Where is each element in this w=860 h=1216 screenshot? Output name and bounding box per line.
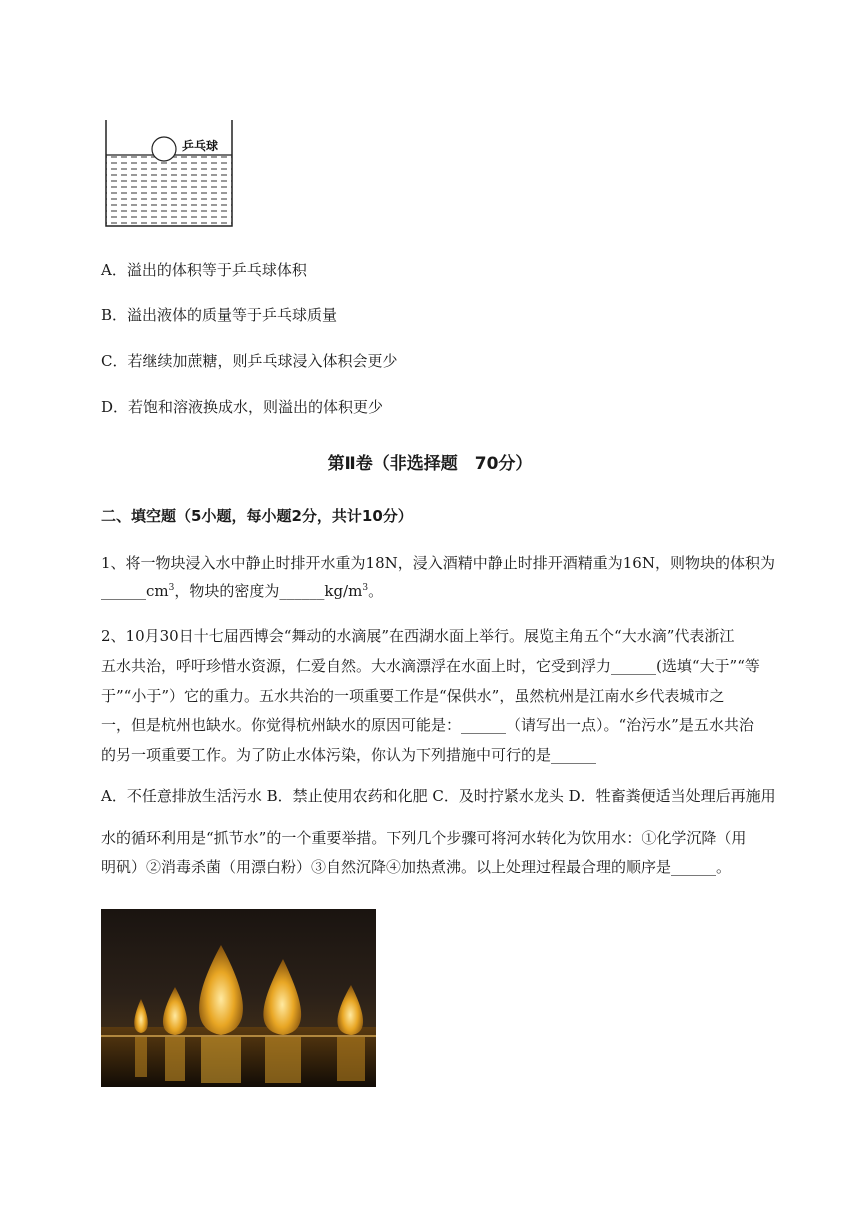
q1-sup1: 3 <box>168 583 175 593</box>
q1-line1: 1、将一物块浸入水中静止时排开水重为18N，浸入酒精中静止时排开酒精重为16N，则物块的体积为 <box>101 554 775 572</box>
q2-options: A．不任意排放生活污水 B．禁止使用农药和化肥 C．及时拧紧水龙头 D．牲畜粪便适当处理后再施用 <box>101 787 776 805</box>
ball-label: 乒乓球 <box>182 139 219 153</box>
option-c: C．若继续加蔗糖，则乒乓球浸入体积会更少 <box>101 352 398 370</box>
q2-line1: 2、10月30日十七届西博会“舞动的水滴展”在西湖水面上举行。展览主角五个“大水滴”代表浙江 <box>101 627 735 645</box>
option-d: D．若饱和溶液换成水，则溢出的体积更少 <box>101 398 384 416</box>
q2-line2: 五水共治，呼吁珍惜水资源，仁爱自然。大水滴漂浮在水面上时，它受到浮力______(选填“大于”“等 <box>101 657 760 675</box>
option-b: B．溢出液体的质量等于乒乓球质量 <box>101 306 338 324</box>
water-drop-illustration <box>101 909 376 1087</box>
beaker-figure <box>100 118 240 230</box>
ping-pong-ball <box>152 137 176 161</box>
q2-line4: 一，但是杭州也缺水。你觉得杭州缺水的原因可能是：______（请写出一点）。“治污水”是五水共治 <box>101 716 754 734</box>
q1-line2 <box>101 580 383 602</box>
section-title: 第Ⅱ卷（非选择题 70分） <box>327 454 533 474</box>
q2-line5: 的另一项重要工作。为了防止水体污染，你认为下列措施中可行的是______ <box>101 746 597 764</box>
option-a: A．溢出的体积等于乒乓球体积 <box>101 261 307 279</box>
q2-line7: 明矾）②消毒杀菌（用漂白粉）③自然沉降④加热煮沸。以上处理过程最合理的顺序是______。 <box>101 858 732 876</box>
q2-line6: 水的循环利用是“抓节水”的一个重要举措。下列几个步骤可将河水转化为饮用水：①化学沉降（用 <box>101 829 747 847</box>
q1-end: 。 <box>368 582 384 600</box>
q1-blank-volume: ______cm <box>101 582 169 600</box>
q1-blank-density: ，物块的密度为______kg/m <box>174 582 363 600</box>
q1-sup2: 3 <box>362 583 369 593</box>
liquid <box>106 156 232 226</box>
subsection-title: 二、填空题（5小题，每小题2分，共计10分） <box>101 507 413 525</box>
q2-line3: 于”“小于”）它的重力。五水共治的一项重要工作是“保供水”，虽然杭州是江南水乡代表城市之 <box>101 687 725 705</box>
water-drop-photo <box>101 909 376 1087</box>
